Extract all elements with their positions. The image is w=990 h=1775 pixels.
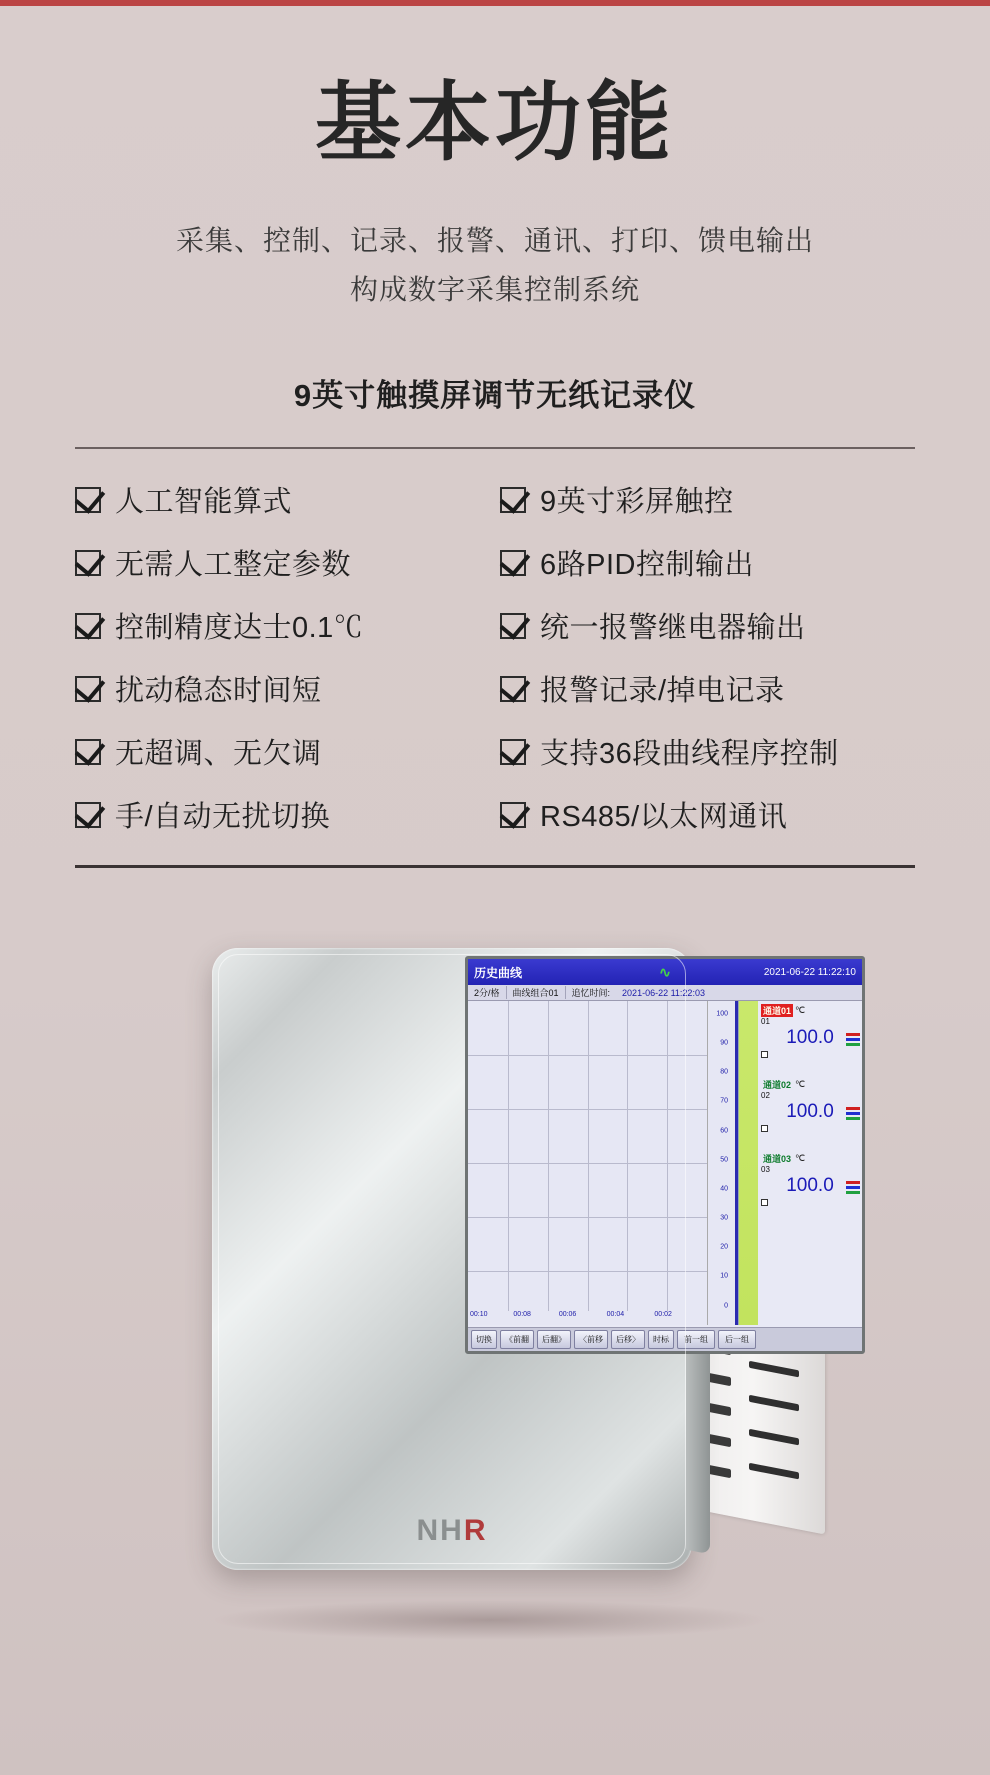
check-icon [75, 676, 101, 702]
feature-label: 9英寸彩屏触控 [540, 486, 734, 519]
device-photo [0, 963, 990, 1775]
check-icon [500, 676, 526, 702]
channel-unit: ℃ [795, 1153, 806, 1163]
channel-unit: ℃ [795, 1079, 806, 1089]
waveform-icon: ∿ [659, 963, 671, 980]
feature-item [500, 605, 915, 646]
check-icon [500, 739, 526, 765]
trend-y-axis [708, 1001, 738, 1325]
y-tick: 100 [716, 1010, 728, 1018]
channel-readout[interactable] [758, 1077, 862, 1151]
screen-body [468, 1001, 862, 1325]
channel-color-swatches [846, 1181, 860, 1196]
feature-label: 扰动稳态时间短 [115, 675, 322, 708]
button-next-group[interactable]: 后一组 [718, 1330, 756, 1349]
recall-time-value: 2021-06-22 11:22:03 [622, 987, 705, 998]
y-tick: 70 [720, 1097, 728, 1105]
channel-readout[interactable] [758, 1151, 862, 1225]
y-tick: 80 [720, 1068, 728, 1076]
screen-title: 历史曲线 [474, 965, 523, 980]
button-page-back[interactable]: 《前翻 [500, 1330, 534, 1349]
feature-item [500, 794, 915, 835]
x-tick: 00:02 [654, 1311, 672, 1318]
button-prev-group[interactable]: 前一组 [677, 1330, 715, 1349]
feature-item [75, 668, 490, 709]
x-tick: 00:04 [606, 1311, 625, 1318]
channel-name: 通道01 [763, 1006, 792, 1016]
device-shadow [210, 1600, 770, 1640]
channel-checkbox[interactable] [761, 1125, 768, 1132]
channel-number: 03 [761, 1165, 770, 1174]
feature-label: 无超调、无欠调 [115, 738, 322, 771]
button-shift-right[interactable]: 后移〉 [611, 1330, 645, 1349]
trend-plot-area[interactable] [468, 1001, 708, 1325]
feature-item [75, 794, 490, 835]
x-tick: 00:08 [513, 1311, 531, 1318]
y-tick: 10 [720, 1272, 728, 1280]
check-icon [500, 550, 526, 576]
product-name: 9英寸触摸屏调节无纸记录仪 [293, 378, 697, 414]
channel-name: 通道03 [763, 1154, 792, 1164]
feature-item [75, 542, 490, 583]
feature-label: 手/自动无扰切换 [115, 801, 331, 834]
y-tick: 50 [720, 1156, 728, 1164]
channel-value: 100.0 [786, 1175, 834, 1196]
channel-checkbox[interactable] [761, 1051, 768, 1058]
channel-readout-panel [758, 1001, 862, 1325]
brand-text: NH [416, 1514, 464, 1547]
y-tick: 0 [724, 1302, 728, 1310]
y-tick: 40 [720, 1185, 728, 1193]
screen-datetime: 2021-06-22 11:22:10 [763, 966, 856, 978]
check-icon [75, 613, 101, 639]
button-page-forward[interactable]: 后翻》 [537, 1330, 571, 1349]
subtitle-line-2: 构成数字采集控制系统 [349, 274, 640, 306]
check-icon [500, 487, 526, 513]
channel-readout[interactable] [758, 1003, 862, 1077]
trend-x-axis [468, 1311, 707, 1325]
check-icon [500, 802, 526, 828]
feature-label: 控制精度达士0.1℃ [115, 612, 364, 645]
feature-label: 6路PID控制输出 [540, 549, 754, 582]
curve-group-label[interactable]: 曲线组合01 [507, 986, 566, 999]
feature-label: 统一报警继电器输出 [540, 612, 806, 645]
check-icon [500, 613, 526, 639]
brand-logo [212, 1514, 692, 1548]
feature-label: RS485/以太网通讯 [540, 801, 788, 834]
screen-button-bar [468, 1327, 862, 1351]
channel-name: 通道02 [763, 1080, 792, 1090]
channel-color-swatches [846, 1107, 860, 1122]
channel-value: 100.0 [786, 1101, 834, 1122]
channel-value: 100.0 [786, 1027, 834, 1048]
subtitle-line-1: 采集、控制、记录、报警、通讯、打印、馈电输出 [175, 225, 814, 257]
channel-unit: ℃ [795, 1005, 806, 1015]
feature-item [500, 479, 915, 520]
channel-number: 02 [761, 1091, 770, 1100]
y-tick: 30 [720, 1214, 728, 1222]
time-scale-label: 2分/格 [468, 986, 507, 999]
screen-info-bar [468, 985, 862, 1001]
check-icon [75, 739, 101, 765]
divider-bottom [75, 865, 915, 868]
feature-item [500, 668, 915, 709]
channel-color-bar [738, 1001, 758, 1325]
channel-number: 01 [761, 1017, 770, 1026]
y-tick: 90 [720, 1039, 728, 1047]
button-timescale[interactable]: 时标 [648, 1330, 674, 1349]
y-tick: 60 [720, 1127, 728, 1135]
feature-label: 支持36段曲线程序控制 [540, 738, 839, 771]
page-subtitle [0, 216, 990, 314]
feature-item [500, 542, 915, 583]
feature-item [500, 731, 915, 772]
feature-label: 人工智能算式 [115, 486, 293, 519]
check-icon [75, 802, 101, 828]
instrument-screen[interactable] [465, 956, 865, 1354]
channel-checkbox[interactable] [761, 1199, 768, 1206]
channel-color-swatches [846, 1033, 860, 1048]
feature-label: 报警记录/掉电记录 [540, 675, 785, 708]
check-icon [75, 550, 101, 576]
screen-title-bar [468, 959, 862, 985]
feature-list [75, 479, 915, 835]
feature-label: 无需人工整定参数 [115, 549, 352, 582]
y-tick: 20 [720, 1243, 728, 1251]
feature-item [75, 605, 490, 646]
x-tick: 00:06 [558, 1311, 577, 1318]
x-tick: 00:10 [470, 1311, 488, 1318]
page-title: 基本功能 [315, 75, 675, 171]
device-front-bezel [212, 948, 856, 1570]
feature-item [75, 731, 490, 772]
brand-accent-text: R [463, 1514, 488, 1547]
check-icon [75, 487, 101, 513]
top-accent-rule [0, 0, 990, 6]
divider-top [75, 447, 915, 449]
recall-time-label: 追忆时间: [571, 988, 611, 998]
button-shift-left[interactable]: 〈前移 [574, 1330, 608, 1349]
feature-item [75, 479, 490, 520]
button-switch[interactable]: 切换 [471, 1330, 497, 1349]
